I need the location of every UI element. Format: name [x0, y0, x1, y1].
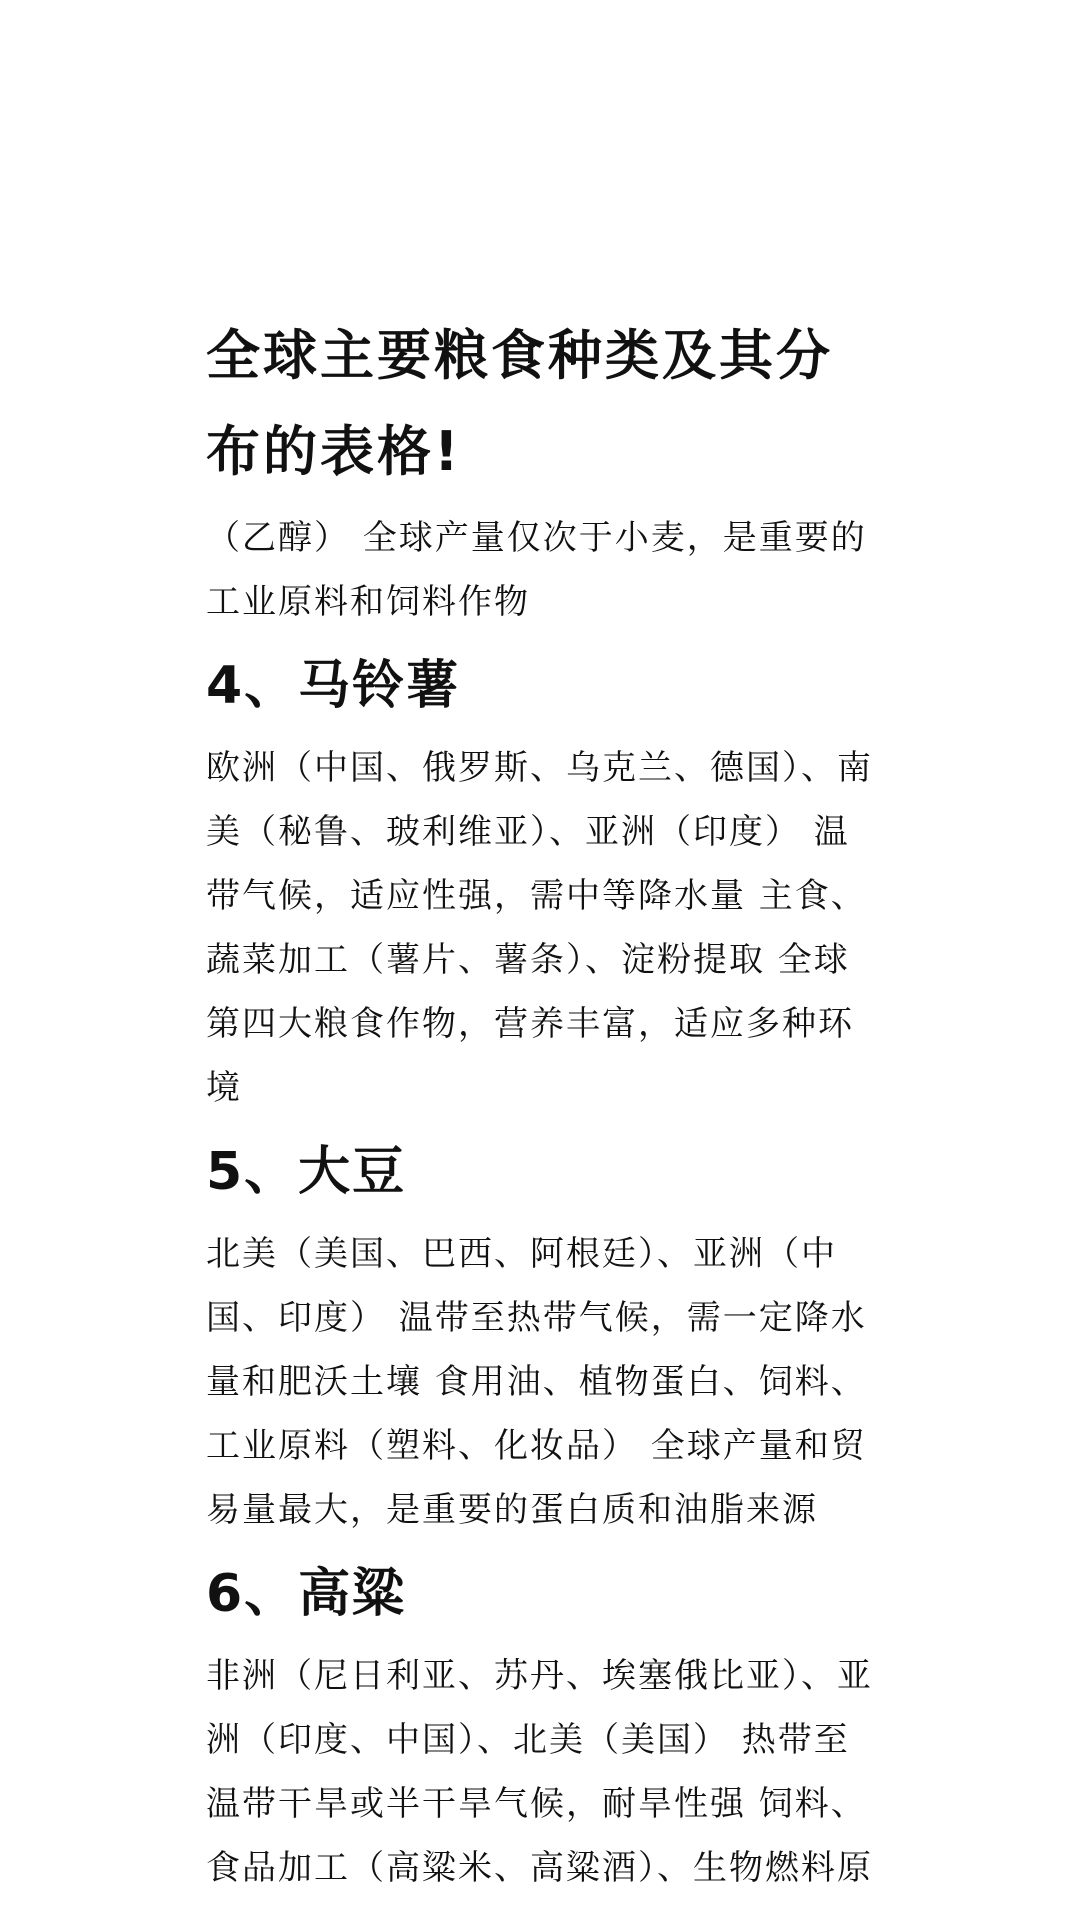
section-heading-sorghum: 6、高粱: [206, 1564, 407, 1624]
article: [206, 308, 882, 1900]
intro-paragraph: （乙醇） 全球产量仅次于小麦，是重要的工业原料和饲料作物: [206, 518, 867, 622]
section-heading-potato: 4、马铃薯: [206, 656, 461, 716]
section-heading-soybean: 5、大豆: [206, 1142, 407, 1202]
section-body-soybean: 北美（美国、巴西、阿根廷）、亚洲（中国、印度） 温带至热带气候，需一定降水量和肥沃土壤 食用油、植物蛋白、饲料、工业原料（塑料、化妆品） 全球产量和贸易量最大，是重要的蛋白质和油脂来源: [206, 1234, 867, 1530]
section-body-sorghum: 非洲（尼日利亚、苏丹、埃塞俄比亚）、亚洲（印度、中国）、北美（美国） 热带至温带干旱或半干旱气候，耐旱性强 饲料、食品加工（高粱米、高粱酒）、生物燃料原: [206, 1656, 873, 1888]
page-title: 全球主要粮食种类及其分布的表格!: [206, 324, 833, 483]
section-body-potato: 欧洲（中国、俄罗斯、乌克兰、德国）、南美（秘鲁、玻利维亚）、亚洲（印度） 温带气候，适应性强，需中等降水量 主食、蔬菜加工（薯片、薯条）、淀粉提取 全球第四大粮食作物，营养丰富，适应多种环境: [206, 748, 873, 1108]
